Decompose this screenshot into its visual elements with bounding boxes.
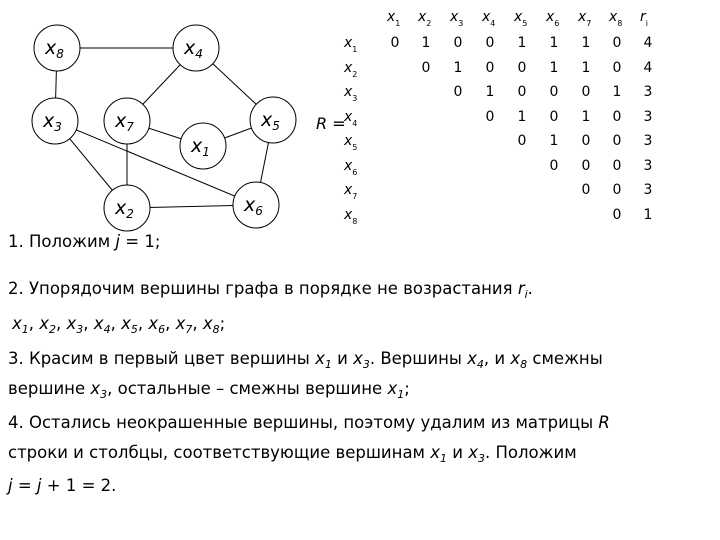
matrix-cell: 1 <box>581 108 591 125</box>
step4-sub: 1 <box>440 452 448 465</box>
step1-var: j <box>115 232 121 251</box>
node-label: $x_3$ <box>43 110 62 134</box>
matrix-cell: 1 <box>549 133 559 149</box>
order-sub: 3 <box>76 323 84 336</box>
matrix-cell: 0 <box>612 35 622 51</box>
matrix-row-header: $x_8$ <box>344 206 358 226</box>
matrix-label: R = <box>316 114 346 133</box>
order-var: x <box>121 314 131 333</box>
matrix-cell: 0 <box>517 59 527 76</box>
step4-text: . Положим <box>485 443 577 462</box>
matrix-cell: 0 <box>485 59 495 76</box>
step2-end: . <box>527 279 533 298</box>
step4-text: + 1 = 2. <box>41 476 117 495</box>
node-label: $x_8$ <box>45 37 64 61</box>
matrix-cell: 1 <box>612 84 622 100</box>
step4-text: 4. Остались неокрашенные вершины, поэтому удалим из матрицы <box>8 413 599 432</box>
step3-text: ; <box>404 379 410 398</box>
step3-text: и <box>331 349 354 368</box>
matrix-cell: 0 <box>549 84 559 100</box>
matrix-cell: 0 <box>581 133 591 149</box>
matrix-degree-cell: 3 <box>643 133 653 149</box>
order-sep: , <box>165 314 176 333</box>
node-label: $x_4$ <box>184 37 203 61</box>
step-3-line-1 <box>8 349 603 371</box>
order-sep: , <box>110 314 122 333</box>
step3-sub: 3 <box>100 388 108 401</box>
matrix-cell: 0 <box>485 35 495 51</box>
step3-sub: 8 <box>520 358 528 371</box>
matrix-row-header: $x_1$ <box>344 35 358 54</box>
matrix-col-header: $x_4$ <box>482 9 496 28</box>
matrix-cell: 0 <box>453 84 463 100</box>
step4-var: x <box>430 443 441 462</box>
order-sep: , <box>192 314 203 333</box>
matrix-degree-cell: 1 <box>643 206 653 223</box>
order-sub: 4 <box>103 323 111 336</box>
order-sub: 1 <box>21 323 29 336</box>
step4-var: x <box>468 443 478 462</box>
order-sub: 8 <box>212 323 220 336</box>
matrix-cell: 0 <box>612 59 622 76</box>
matrix-col-header: $x_6$ <box>546 9 560 28</box>
matrix-row-header: $x_3$ <box>344 84 358 103</box>
matrix-cell: 1 <box>581 35 591 51</box>
step3-sub: 3 <box>362 358 370 371</box>
node-label: $x_7$ <box>115 110 134 134</box>
vertex-order <box>12 314 225 336</box>
step4-var: j <box>36 476 42 495</box>
order-var: x <box>202 314 213 333</box>
matrix-cell: 0 <box>612 133 622 149</box>
node-label: $x_2$ <box>115 197 134 221</box>
matrix-col-header: $r_i$ <box>640 9 648 28</box>
matrix-cell: 1 <box>581 59 591 76</box>
matrix-cell: 1 <box>421 35 431 51</box>
node-label: $x_6$ <box>244 194 263 218</box>
matrix-cell: 0 <box>549 108 559 125</box>
step-2 <box>8 279 533 301</box>
matrix-cell: 1 <box>517 35 527 51</box>
order-sub: 7 <box>185 323 193 336</box>
matrix-cell: 1 <box>453 59 463 76</box>
order-sep: , <box>137 314 149 333</box>
step3-var: x <box>90 379 101 398</box>
step2-text: 2. Упорядочим вершины графа в порядке не возрастания <box>8 279 518 298</box>
matrix-row-header: $x_2$ <box>344 59 358 79</box>
matrix-row-header: $x_5$ <box>344 133 358 152</box>
order-sub: 6 <box>158 323 166 336</box>
step4-var: R <box>598 413 610 432</box>
order-sep: , <box>56 314 67 333</box>
matrix-col-header: $x_3$ <box>450 9 464 28</box>
step3-var: x <box>387 379 398 398</box>
order-var: x <box>148 314 159 333</box>
step3-var: x <box>315 349 325 368</box>
matrix-row-header: $x_6$ <box>344 157 358 177</box>
step2-var: r <box>517 279 525 298</box>
order-sep: , <box>28 314 40 333</box>
step3-text: 3. Красим в первый цвет вершины <box>8 349 316 368</box>
matrix-col-header: $x_7$ <box>578 9 592 28</box>
matrix-cell: 0 <box>390 35 400 51</box>
order-end: ; <box>219 314 226 333</box>
matrix-row-header: $x_7$ <box>344 182 358 201</box>
matrix-degree-cell: 3 <box>643 84 653 100</box>
matrix-cell: 1 <box>549 59 559 76</box>
order-var: x <box>175 314 186 333</box>
step-3-line-2 <box>8 379 410 401</box>
matrix-col-header: $x_1$ <box>387 9 401 28</box>
step-4-line-3 <box>8 476 116 495</box>
step3-text: вершине <box>8 379 91 398</box>
step2-sub: i <box>524 288 528 301</box>
order-var: x <box>93 314 104 333</box>
step1-text: 1. Положим <box>8 232 116 251</box>
matrix-cell: 1 <box>485 84 495 100</box>
matrix-cell: 0 <box>612 108 622 125</box>
step3-text: , остальные – смежны вершине <box>107 379 388 398</box>
step4-sub: 3 <box>478 452 485 465</box>
matrix-degree-cell: 4 <box>643 59 653 76</box>
step4-var: j <box>8 476 13 495</box>
matrix-cell: 0 <box>581 157 591 174</box>
matrix-cell: 0 <box>517 133 527 149</box>
step3-text: смежны <box>527 349 603 368</box>
step-4-line-1 <box>8 413 610 432</box>
step4-text: = <box>12 476 37 495</box>
matrix-cell: 0 <box>612 182 622 198</box>
matrix-cell: 1 <box>549 35 559 51</box>
step3-var: x <box>510 349 521 368</box>
step4-text: строки и столбцы, соответствующие вершинам <box>8 443 431 462</box>
step-4-line-2 <box>8 443 577 465</box>
step3-text: . Вершины <box>369 349 468 368</box>
step1-text-end: = 1; <box>120 232 161 251</box>
matrix-cell: 0 <box>581 84 591 100</box>
step-1 <box>8 232 160 251</box>
step3-sub: 4 <box>476 358 484 371</box>
matrix-col-header: $x_8$ <box>609 9 623 28</box>
matrix-cell: 0 <box>581 182 591 198</box>
matrix-cell: 0 <box>612 157 622 174</box>
matrix-row-header: $x_4$ <box>344 108 358 128</box>
matrix-cell: 0 <box>549 157 559 174</box>
matrix-cell: 0 <box>517 84 527 100</box>
matrix-cell: 0 <box>453 35 463 51</box>
order-sub: 5 <box>130 323 138 336</box>
step4-text: и <box>447 443 469 462</box>
matrix-cell: 0 <box>612 206 622 223</box>
matrix-col-header: $x_2$ <box>418 9 432 28</box>
matrix-degree-cell: 3 <box>643 157 653 174</box>
matrix-degree-cell: 3 <box>643 108 653 125</box>
order-var: x <box>39 314 50 333</box>
order-sub: 2 <box>49 323 57 336</box>
step3-text: , и <box>483 349 511 368</box>
matrix-cell: 1 <box>517 108 527 125</box>
matrix-degree-cell: 3 <box>643 182 653 198</box>
node-label: $x_1$ <box>191 135 210 159</box>
matrix-col-header: $x_5$ <box>514 9 528 28</box>
order-var: x <box>12 314 22 333</box>
node-label: $x_5$ <box>261 109 280 133</box>
matrix-degree-cell: 4 <box>643 35 653 51</box>
step3-var: x <box>353 349 363 368</box>
order-var: x <box>66 314 77 333</box>
matrix-cell: 0 <box>485 108 495 125</box>
adjacency-matrix <box>0 0 720 240</box>
matrix-cell: 0 <box>421 59 431 76</box>
step3-sub: 1 <box>397 388 405 401</box>
step3-sub: 1 <box>324 358 332 371</box>
order-sep: , <box>83 314 94 333</box>
step3-var: x <box>467 349 477 368</box>
